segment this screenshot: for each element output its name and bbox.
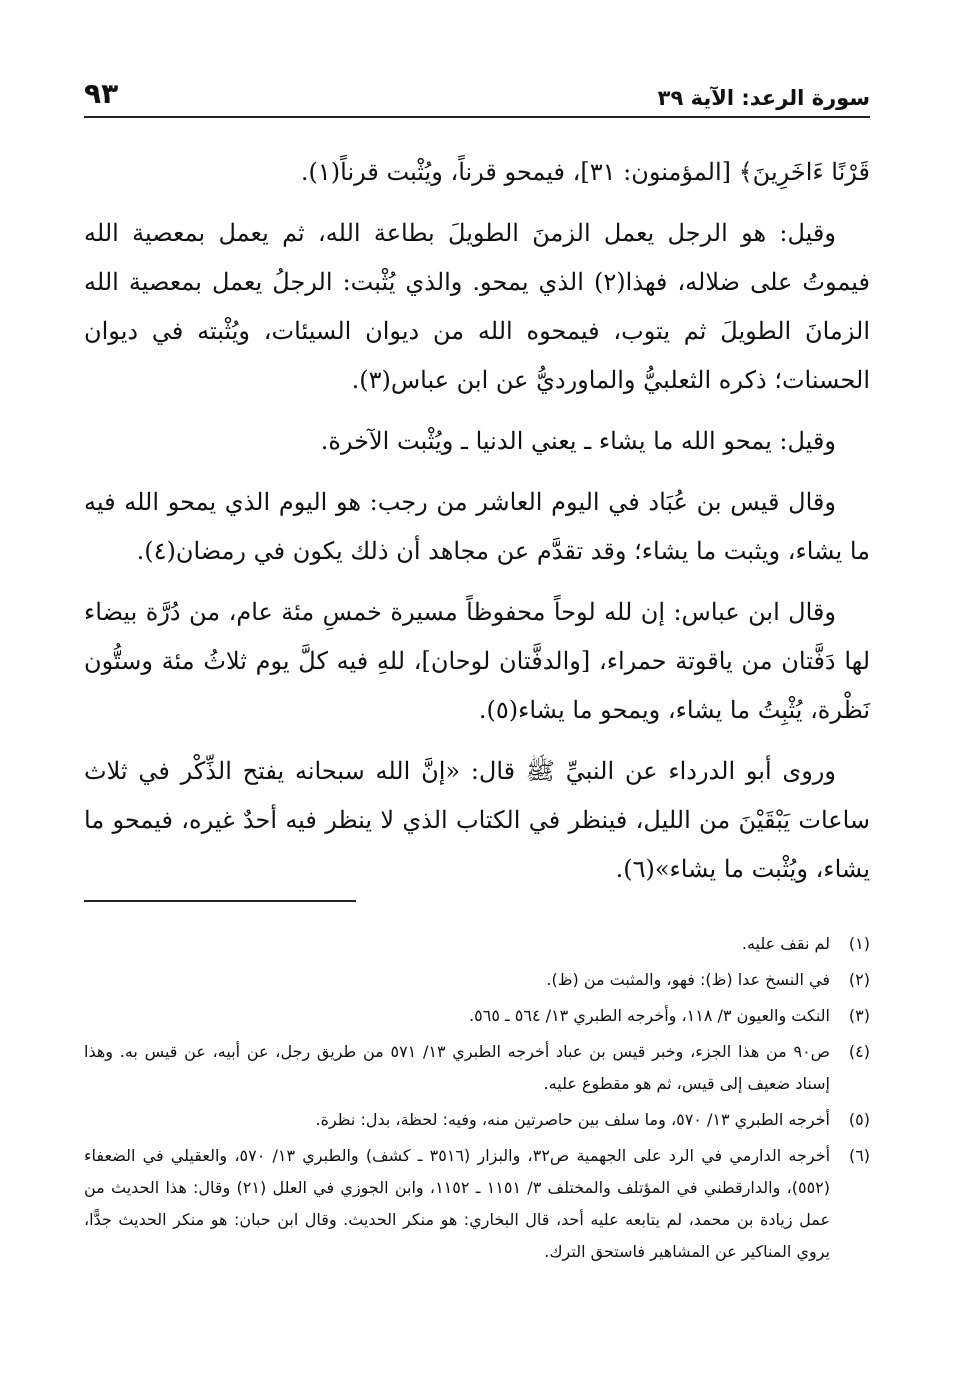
- main-text: [84, 148, 870, 906]
- page-number: ٩٣: [84, 77, 119, 110]
- paragraph-5: وقال ابن عباس: إن لله لوحاً محفوظاً مسيرة خمسِ مئة عام، من دُرَّة بيضاء لها دَفَّتان من ياقوتة حمراء، [والدفَّتان لوحان]، للهِ فيه كلَّ يوم ثلاثُ مئة وستُّون نَظْرة، يُثْبِتُ ما يشاء، ويمحو ما يشاء(٥).: [84, 598, 870, 724]
- footnote-1: [84, 928, 870, 960]
- footnote-number: (٢): [848, 970, 870, 989]
- footnote-separator: [84, 900, 356, 902]
- footnote-number: (٥): [848, 1110, 870, 1129]
- paragraph-3: وقيل: يمحو الله ما يشاء ـ يعني الدنيا ـ ويُثْبت الآخرة.: [320, 427, 836, 455]
- paragraph-2: وقيل: هو الرجل يعمل الزمنَ الطويلَ بطاعة الله، ثم يعمل بمعصية الله فيموتُ على ضلاله، فهذا(٢) الذي يمحو. والذي يُثْبت: الرجلُ يعمل بمعصية الله الزمانَ الطويلَ ثم يتوب، فيمحوه الله من ديوان السيئات، ويُثْبته في ديوان الحسنات؛ ذكره الثعلبيُّ والماورديُّ عن ابن عباس(٣).: [84, 219, 870, 394]
- paragraph-4: وقال قيس بن عُبَاد في اليوم العاشر من رجب: هو اليوم الذي يمحو الله فيه ما يشاء، ويثبت ما يشاء؛ وقد تقدَّم عن مجاهد أن ذلك يكون في رمضان(٤).: [84, 488, 870, 565]
- footnote-text: أخرجه الدارمي في الرد على الجهمية ص٣٢، والبزار (٣٥١٦ ـ كشف) والطبري ١٣/ ٥٧٠، والعقيلي في الضعفاء (٥٥٢)، والدارقطني في المؤتلف والمختلف ٣/ ١١٥١ ـ ١١٥٢، وابن الجوزي في العلل (٢١) وقال: هذا الحديث من عمل زيادة بن محمد، لم يتابعه عليه أحد، قال البخاري: هو منكر الحديث. وقال ابن حبان: هو منكر الحديث جدًّا، يروي المناكير عن المشاهير فاستحق الترك.: [84, 1146, 831, 1261]
- footnote-2: [84, 964, 870, 996]
- header-title: سورة الرعد: الآية ٣٩: [657, 86, 870, 110]
- footnote-number: (٣): [848, 1006, 870, 1025]
- paragraph-6: وروى أبو الدرداء عن النبيِّ ﷺ قال: «إنَّ الله سبحانه يفتح الذِّكْر في ثلاث ساعات يَبْقَيْنَ من الليل، فينظر في الكتاب الذي لا ينظر فيه أحدٌ غيره، فيمحو ما يشاء، ويُثْبت ما يشاء»(٦).: [84, 757, 870, 883]
- footnote-text: في النسخ عدا (ظ): فهو، والمثبت من (ظ).: [546, 970, 830, 989]
- footnote-number: (٦): [848, 1146, 871, 1165]
- footnote-4: [84, 1036, 870, 1100]
- footnote-6: [84, 1140, 870, 1268]
- paragraph-1: قَرْنًا ءَاخَرِينَ﴾ [المؤمنون: ٣١]، فيمحو قرناً، ويُثْبت قرناً(١).: [300, 158, 870, 186]
- footnotes: [84, 928, 870, 1272]
- footnote-number: (٤): [848, 1042, 870, 1061]
- running-header: [84, 70, 870, 110]
- footnote-text: ص٩٠ من هذا الجزء، وخبر قيس بن عباد أخرجه الطبري ١٣/ ٥٧١ من طريق رجل، عن أبيه، عن قيس به. وهذا إسناد ضعيف إلى قيس، ثم هو مقطوع عليه.: [84, 1042, 830, 1093]
- footnote-3: [84, 1000, 870, 1032]
- footnote-text: لم نقف عليه.: [741, 934, 830, 953]
- header-rule: [84, 116, 870, 118]
- footnote-5: [84, 1104, 870, 1136]
- footnote-number: (١): [848, 934, 870, 953]
- book-page: [84, 60, 870, 1360]
- footnote-text: أخرجه الطبري ١٣/ ٥٧٠، وما سلف بين حاصرتين منه، وفيه: لحظة، بدل: نظرة.: [315, 1110, 830, 1129]
- footnote-text: النكت والعيون ٣/ ١١٨، وأخرجه الطبري ١٣/ ٥٦٤ ـ ٥٦٥.: [469, 1006, 830, 1025]
